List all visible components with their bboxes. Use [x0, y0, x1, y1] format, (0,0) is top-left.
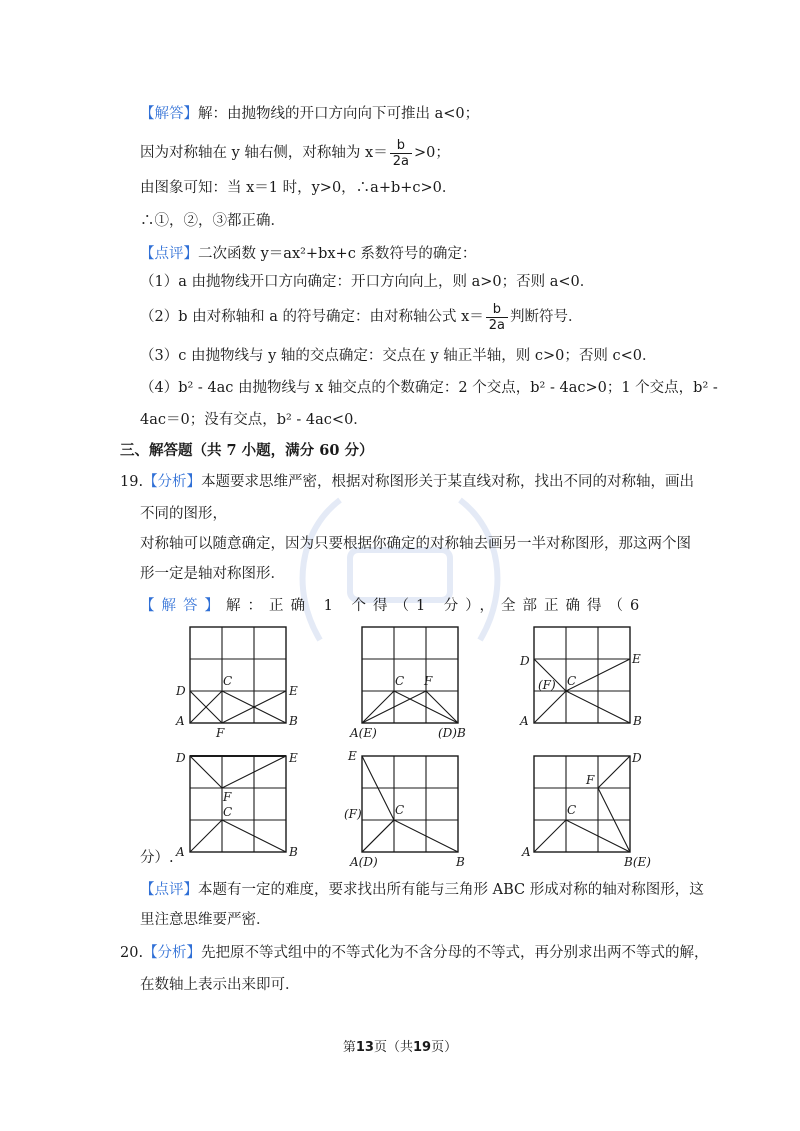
comment-item-2-end: 判断符号．: [510, 309, 583, 325]
figure-5: [344, 749, 465, 869]
label-b: B: [633, 714, 642, 728]
label-b: B: [289, 714, 298, 728]
page-total: 19: [413, 1040, 432, 1055]
label-d: D: [176, 751, 186, 765]
comment-item-3: （3）c 由抛物线与 y 轴的交点确定：交点在 y 轴正半轴，则 c>0；否则 c<0．: [140, 348, 657, 364]
label-a: A: [522, 845, 531, 859]
comment-item-4b: 4ac＝0；没有交点，b² - 4ac<0．: [140, 412, 368, 428]
label-c: C: [567, 674, 577, 688]
label-d: D: [176, 684, 186, 698]
comment-title: 二次函数 y＝ax²+bx+c 系数符号的确定：: [198, 246, 477, 262]
label-f: F: [424, 674, 433, 688]
answer-tag: 【解答】: [140, 598, 226, 614]
label-c: C: [395, 674, 405, 688]
comment-item-4a: （4）b² - 4ac 由抛物线与 x 轴交点的个数确定：2 个交点，b² - 4ac>0；1 个交点，b² -: [140, 380, 718, 396]
answer-text: 解：由抛物线的开口方向向下可推出 a<0；: [198, 106, 480, 122]
label-c: C: [223, 805, 233, 819]
label-e: E: [289, 751, 298, 765]
fraction-denominator: 2a: [390, 153, 412, 169]
page-number: 13: [355, 1040, 374, 1055]
answer-text: 解：正确 1 个得（1 分），全部正确得（6: [226, 598, 647, 614]
q19-analysis-line-3: 对称轴可以随意确定，因为只要根据你确定的对称轴去画另一半对称图形，那这两个图: [140, 536, 691, 552]
q19-analysis-line-4: 形一定是轴对称图形．: [140, 566, 285, 582]
label-f: F: [223, 790, 232, 804]
label-e: E: [632, 652, 641, 666]
label-e: E: [289, 684, 298, 698]
q19-comment-line-1: [140, 880, 704, 900]
label-a: A(E): [350, 726, 377, 740]
figure-4: [175, 751, 298, 859]
label-f: (F): [538, 678, 556, 692]
footer-prefix: 第: [342, 1040, 356, 1055]
answer-line-4: ∴①，②，③都正确．: [140, 213, 285, 229]
question-number: 19.: [120, 474, 144, 490]
label-b: (D)B: [438, 726, 466, 740]
answer-line-3: 由图象可知：当 x＝1 时，y>0，∴a+b+c>0．: [140, 180, 457, 196]
label-f: (F): [344, 807, 362, 821]
footer-middle: 页（共: [373, 1040, 413, 1055]
label-d: D: [520, 654, 530, 668]
q19-comment-line-2: 里注意思维要严密．: [140, 912, 271, 928]
q19-answer-end: 分）.: [140, 850, 174, 866]
label-a: A: [176, 714, 185, 728]
analysis-text: 先把原不等式组中的不等式化为不含分母的不等式，再分别求出两不等式的解，: [201, 945, 709, 961]
comment-tag: 【点评】: [140, 882, 198, 898]
label-c: C: [223, 674, 233, 688]
fraction-denominator: 2a: [486, 317, 508, 333]
analysis-tag: 【分析】: [143, 945, 202, 961]
analysis-text: 本题要求思维严密，根据对称图形关于某直线对称，找出不同的对称轴，画出: [201, 474, 695, 490]
label-e: E: [348, 749, 357, 763]
answer-axis-text: 因为对称轴在 y 轴右侧，对称轴为 x＝: [140, 145, 388, 161]
figure-3: [519, 627, 642, 728]
fraction-numerator: b: [492, 301, 502, 317]
figure-2: [349, 627, 466, 740]
label-f: F: [216, 726, 225, 740]
label-d: D: [632, 751, 642, 765]
figure-6: [521, 751, 651, 869]
q20-analysis-line-2: 在数轴上表示出来即可．: [140, 977, 300, 993]
q20-analysis-line-1: [120, 943, 709, 963]
comment-item-1: （1）a 由抛物线开口方向确定：开口方向向上，则 a>0；否则 a<0．: [140, 274, 595, 290]
fraction-numerator: b: [396, 137, 405, 153]
section-heading: 三、解答题（共 7 小题，满分 60 分）: [120, 442, 374, 459]
comment-text: 本题有一定的难度，要求找出所有能与三角形 ABC 形成对称的轴对称图形，这: [198, 882, 704, 898]
label-a: A: [520, 714, 529, 728]
analysis-tag: 【分析】: [143, 474, 202, 490]
label-f: F: [586, 773, 595, 787]
label-c: C: [395, 803, 405, 817]
q19-analysis-line-2: 不同的图形，: [140, 506, 227, 522]
figure-1: [175, 627, 298, 740]
footer-suffix: 页）: [431, 1040, 458, 1055]
page-footer: [0, 1036, 800, 1055]
answer-axis-end: >0；: [413, 145, 450, 161]
label-b: B: [289, 845, 298, 859]
label-a: A(D): [350, 855, 378, 869]
comment-tag: 【点评】: [140, 246, 198, 262]
question-number: 20.: [120, 945, 144, 961]
label-a: A: [176, 845, 185, 859]
answer-tag: 【解答】: [140, 106, 198, 122]
label-b: B: [456, 855, 465, 869]
label-c: C: [567, 803, 577, 817]
label-b: B(E): [624, 855, 651, 869]
comment-item-2-text: （2）b 由对称轴和 a 的符号确定：由对称轴公式 x＝: [140, 309, 484, 325]
